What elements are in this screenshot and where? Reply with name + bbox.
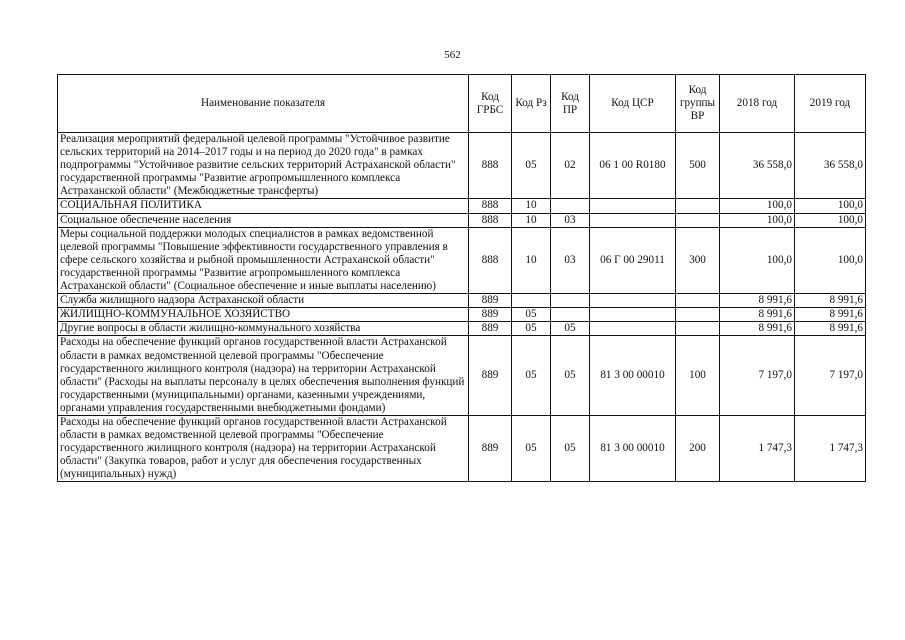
row-pr: 03	[551, 213, 590, 227]
table-row	[58, 415, 866, 481]
row-2019: 8 991,6	[795, 308, 866, 322]
row-vr	[676, 199, 720, 213]
row-2019: 1 747,3	[795, 415, 866, 481]
table-row	[58, 199, 866, 213]
row-pr: 05	[551, 322, 590, 336]
row-2019: 8 991,6	[795, 322, 866, 336]
row-rz: 05	[512, 133, 551, 199]
row-csr: 81 3 00 00010	[590, 336, 676, 416]
row-2018: 100,0	[720, 213, 795, 227]
row-2018: 8 991,6	[720, 294, 795, 308]
row-grbs: 888	[469, 133, 512, 199]
row-rz: 05	[512, 336, 551, 416]
row-csr	[590, 294, 676, 308]
row-csr	[590, 308, 676, 322]
row-2018: 8 991,6	[720, 322, 795, 336]
row-name: Социальное обеспечение населения	[58, 213, 469, 227]
budget-table	[57, 74, 866, 482]
header-vr: Код группы ВР	[676, 75, 720, 133]
row-pr	[551, 199, 590, 213]
row-vr: 100	[676, 336, 720, 416]
header-grbs: Код ГРБС	[469, 75, 512, 133]
row-grbs: 888	[469, 227, 512, 293]
page-number: 562	[444, 49, 461, 61]
header-2018: 2018 год	[720, 75, 795, 133]
table-row	[58, 213, 866, 227]
header-pr: Код ПР	[551, 75, 590, 133]
row-vr: 500	[676, 133, 720, 199]
row-rz: 05	[512, 322, 551, 336]
table-header-row	[58, 75, 866, 133]
row-pr	[551, 294, 590, 308]
row-grbs: 889	[469, 308, 512, 322]
row-grbs: 888	[469, 213, 512, 227]
row-2019: 8 991,6	[795, 294, 866, 308]
table-row	[58, 308, 866, 322]
row-csr	[590, 213, 676, 227]
row-name: Меры социальной поддержки молодых специалистов в рамках ведомственной целевой программы "Повышение эффективности государственного управления в сфере сельского хозяйства и рыбной промышленности Астраханской области" государственной программы "Развитие агропромышленного комплекса Астраханской области" (Социальное обеспечение и иные выплаты населению)	[58, 227, 469, 293]
row-grbs: 889	[469, 294, 512, 308]
row-2018: 100,0	[720, 227, 795, 293]
row-csr: 06 1 00 R0180	[590, 133, 676, 199]
row-grbs: 889	[469, 336, 512, 416]
row-vr	[676, 308, 720, 322]
row-pr	[551, 308, 590, 322]
row-2018: 100,0	[720, 199, 795, 213]
row-name: СОЦИАЛЬНАЯ ПОЛИТИКА	[58, 199, 469, 213]
row-name: ЖИЛИЩНО-КОММУНАЛЬНОЕ ХОЗЯЙСТВО	[58, 308, 469, 322]
row-rz: 10	[512, 227, 551, 293]
row-pr: 05	[551, 415, 590, 481]
row-2019: 7 197,0	[795, 336, 866, 416]
row-vr	[676, 213, 720, 227]
row-2018: 1 747,3	[720, 415, 795, 481]
row-2019: 100,0	[795, 227, 866, 293]
row-2019: 100,0	[795, 199, 866, 213]
row-pr: 03	[551, 227, 590, 293]
row-2019: 36 558,0	[795, 133, 866, 199]
row-rz: 10	[512, 213, 551, 227]
row-name: Другие вопросы в области жилищно-коммунального хозяйства	[58, 322, 469, 336]
row-name: Служба жилищного надзора Астраханской области	[58, 294, 469, 308]
row-csr: 06 Г 00 29011	[590, 227, 676, 293]
row-name: Расходы на обеспечение функций органов государственной власти Астраханской области в рамках ведомственной целевой программы "Обеспечение государственного жилищного контроля (надзора) на территории Астраханской области" (Закупка товаров, работ и услуг для обеспечения государственных (муниципальных) нужд)	[58, 415, 469, 481]
header-2019: 2019 год	[795, 75, 866, 133]
row-rz: 05	[512, 308, 551, 322]
row-csr	[590, 322, 676, 336]
row-name: Реализация мероприятий федеральной целевой программы "Устойчивое развитие сельских территорий на 2014–2017 годы и на период до 2020 года" в рамках подпрограммы "Устойчивое развитие сельских территорий Астраханской области" государственной программы "Развитие агропромышленного комплекса Астраханской области" (Межбюджетные трансферты)	[58, 133, 469, 199]
row-vr: 200	[676, 415, 720, 481]
header-rz: Код Рз	[512, 75, 551, 133]
header-csr: Код ЦСР	[590, 75, 676, 133]
table-row	[58, 133, 866, 199]
row-2018: 7 197,0	[720, 336, 795, 416]
row-vr	[676, 294, 720, 308]
row-grbs: 889	[469, 415, 512, 481]
row-rz: 10	[512, 199, 551, 213]
row-grbs: 888	[469, 199, 512, 213]
row-name: Расходы на обеспечение функций органов государственной власти Астраханской области в рамках ведомственной целевой программы "Обеспечение государственного жилищного контроля (надзора) на территории Астраханской области" (Расходы на выплаты персоналу в целях обеспечения выполнения функций государственными (муниципальными) органами, казенными учреждениями, органами управления государственными внебюджетными фондами)	[58, 336, 469, 416]
row-rz: 05	[512, 415, 551, 481]
row-csr: 81 3 00 00010	[590, 415, 676, 481]
row-2018: 8 991,6	[720, 308, 795, 322]
row-vr: 300	[676, 227, 720, 293]
row-2019: 100,0	[795, 213, 866, 227]
table-row	[58, 294, 866, 308]
row-pr: 05	[551, 336, 590, 416]
table-row	[58, 322, 866, 336]
row-pr: 02	[551, 133, 590, 199]
table-row	[58, 336, 866, 416]
row-vr	[676, 322, 720, 336]
row-rz	[512, 294, 551, 308]
row-csr	[590, 199, 676, 213]
row-2018: 36 558,0	[720, 133, 795, 199]
header-name: Наименование показателя	[58, 75, 469, 133]
table-row	[58, 227, 866, 293]
row-grbs: 889	[469, 322, 512, 336]
